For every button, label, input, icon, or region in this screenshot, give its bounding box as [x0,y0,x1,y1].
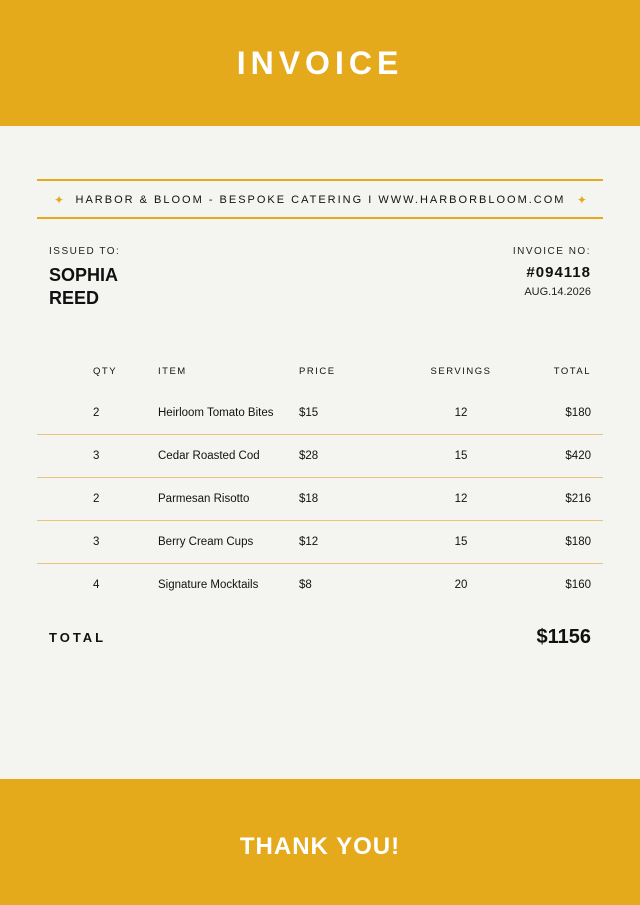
issued-to-block [49,246,169,310]
header-total: TOTAL [553,365,591,377]
top-divider [37,179,603,181]
row-item: Parmesan Risotto [158,493,250,505]
row-qty: 2 [93,407,100,419]
company-info: HARBOR & BLOOM - BESPOKE CATERING I WWW.HARBORBLOOM.COM [75,194,566,206]
table-row [37,478,603,521]
grand-total-label: TOTAL [49,630,107,645]
row-servings: 20 [454,579,468,591]
row-total: $180 [565,536,591,548]
invoice-number-block [513,246,591,298]
company-strip [37,182,603,218]
table-row [37,435,603,478]
table-row [37,564,603,607]
header-band [0,0,640,126]
row-servings: 15 [454,450,468,462]
header-item: ITEM [158,365,187,377]
row-item: Heirloom Tomato Bites [158,407,274,419]
sparkle-icon: ✦ [576,193,587,207]
row-qty: 4 [93,579,100,591]
table-header-row [37,350,603,392]
row-price: $12 [299,536,319,548]
row-total: $420 [565,450,591,462]
invoice-title: INVOICE [236,44,404,81]
invoice-number-label: INVOICE NO: [512,246,591,257]
sparkle-icon: ✦ [54,193,65,207]
row-total: $180 [565,407,591,419]
header-servings: SERVINGS [430,365,492,377]
header-qty: QTY [93,365,118,377]
thank-you-message: THANK YOU! [239,833,401,860]
row-total: $160 [565,579,591,591]
invoice-number: #094118 [526,264,591,281]
row-price: $15 [299,407,319,419]
footer-band [0,779,640,905]
row-servings: 12 [454,407,468,419]
row-servings: 15 [454,536,468,548]
row-item: Berry Cream Cups [158,536,254,548]
row-qty: 3 [93,536,100,548]
row-qty: 3 [93,450,100,462]
items-table [37,350,603,606]
row-item: Signature Mocktails [158,579,259,591]
issued-to-label: ISSUED TO: [49,246,121,257]
row-price: $18 [299,493,319,505]
header-price: PRICE [299,365,336,377]
grand-total-row [49,626,591,649]
bottom-divider [37,217,603,219]
row-servings: 12 [454,493,468,505]
table-row [37,521,603,564]
row-item: Cedar Roasted Cod [158,450,260,462]
row-price: $8 [299,579,312,591]
row-qty: 2 [93,493,100,505]
table-row [37,392,603,435]
row-price: $28 [299,450,319,462]
invoice-date: AUG.14.2026 [524,286,591,298]
row-total: $216 [565,493,591,505]
client-name: SOPHIA REED [49,265,118,308]
grand-total-amount: $1156 [536,626,591,648]
